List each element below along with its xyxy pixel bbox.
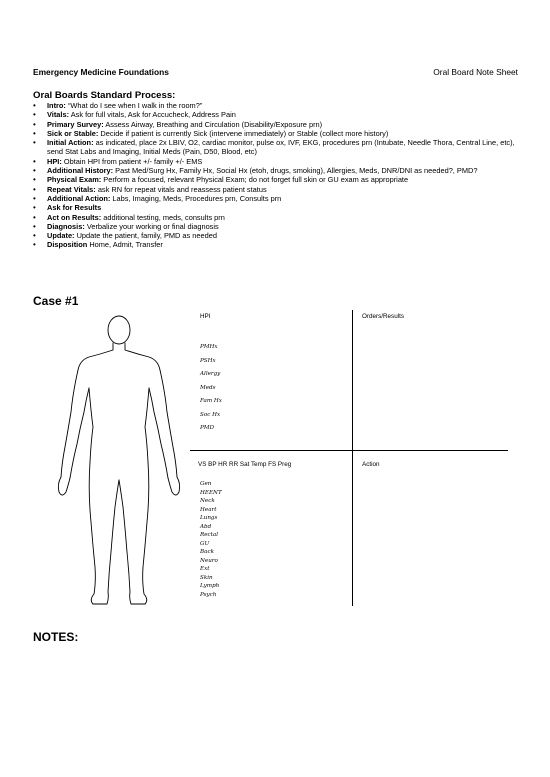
process-item xyxy=(33,185,521,194)
history-item: Allergy xyxy=(200,371,221,377)
history-item: Fam Hx xyxy=(200,398,222,404)
process-item-text: Ask for full vitals, Ask for Accucheck, Address Pain xyxy=(70,110,236,120)
process-item-label: Disposition xyxy=(47,240,88,250)
process-item-label: Update: xyxy=(47,231,75,241)
vitals-label: VS BP HR RR Sat Temp FS Preg xyxy=(198,461,292,468)
exam-item: HEENT xyxy=(200,489,222,496)
process-item-text: Past Med/Surg Hx, Family Hx, Social Hx (etoh, drugs, smoking), Allergies, Meds, DNR/DNI as needed?, PMD? xyxy=(115,166,478,176)
process-item-text: Update the patient, family, PMD as needed xyxy=(76,231,217,241)
process-item-label: Intro: xyxy=(47,101,66,110)
process-item xyxy=(33,213,521,222)
process-item-label: Additional History: xyxy=(47,166,114,176)
process-item-label: Ask for Results xyxy=(47,203,102,213)
process-title: Oral Boards Standard Process: xyxy=(33,90,176,101)
process-item xyxy=(33,203,521,212)
process-item-text: Labs, Imaging, Meds, Procedures prn, Consults prn xyxy=(112,193,282,203)
grid-vertical-divider xyxy=(352,310,353,606)
history-item: PSHx xyxy=(200,357,216,364)
process-item-label: Diagnosis: xyxy=(47,221,85,231)
process-item xyxy=(33,222,521,231)
exam-item: Gen xyxy=(200,481,212,487)
process-item-label: HPI: xyxy=(47,156,62,166)
exam-item: Lymph xyxy=(200,583,220,589)
process-item-text: additional testing, meds, consults prn xyxy=(103,212,225,222)
process-item-label: Additional Action: xyxy=(47,193,111,203)
process-item xyxy=(33,166,521,175)
case-worksheet-grid xyxy=(190,308,515,608)
exam-item: Ext xyxy=(200,566,210,572)
process-item-text: Perform a focused, relevant Physical Exam; do not forget full skin or GU exam as appropriate xyxy=(103,175,409,185)
history-item: Meds xyxy=(200,384,216,391)
exam-item: Abd xyxy=(200,523,212,530)
exam-item: Neuro xyxy=(200,557,218,564)
case-title: Case #1 xyxy=(33,294,79,308)
history-item: Soc Hx xyxy=(200,411,221,418)
process-item xyxy=(33,157,521,166)
body-outline-figure xyxy=(53,312,185,610)
process-item-label: Initial Action: xyxy=(47,138,94,148)
process-item-label: Act on Results: xyxy=(47,212,102,222)
exam-item: Heart xyxy=(200,506,217,513)
history-item: PMD xyxy=(200,425,214,431)
exam-item: Rectal xyxy=(200,532,219,538)
process-item-text: Home, Admit, Transfer xyxy=(89,240,163,250)
process-item xyxy=(33,129,521,138)
process-item-label: Primary Survey: xyxy=(47,119,104,129)
process-list xyxy=(33,101,521,250)
exam-item: Neck xyxy=(200,498,215,504)
process-item xyxy=(33,175,521,184)
process-item xyxy=(33,110,521,119)
page-header xyxy=(33,67,518,77)
action-label: Action xyxy=(362,461,380,468)
process-item-text: Obtain HPI from patient +/- family +/- EMS xyxy=(63,156,203,166)
process-item-text: Verbalize your working or final diagnosis xyxy=(86,221,219,231)
exam-item: Back xyxy=(200,549,214,555)
process-item xyxy=(33,101,521,110)
notes-title: NOTES: xyxy=(33,630,79,644)
process-item xyxy=(33,120,521,129)
process-item-label: Sick or Stable: xyxy=(47,128,99,138)
process-item-text: “What do I see when I walk in the room?” xyxy=(67,101,203,110)
process-item xyxy=(33,240,521,249)
hpi-label: HPI xyxy=(200,313,211,320)
process-item xyxy=(33,231,521,240)
process-item-text: ask RN for repeat vitals and reassess patient status xyxy=(97,184,267,194)
history-item: PMHx xyxy=(200,344,218,350)
exam-item: Psych xyxy=(200,591,217,598)
process-item-text: as indicated, place 2x LBIV, O2, cardiac monitor, pulse ox, IVF, EKG, procedures prn (Intubate, Needle Thora, Central Line, etc), send Stat Labs and Imaging, Initial Meds (Pain, D50, Blood, etc) xyxy=(47,138,515,157)
exam-item: Skin xyxy=(200,574,213,581)
orders-results-label: Orders/Results xyxy=(362,313,404,320)
process-item-text: Assess Airway, Breathing and Circulation (Disability/Exposure prn) xyxy=(105,119,323,129)
exam-item: Lungs xyxy=(200,515,218,521)
process-item xyxy=(33,194,521,203)
exam-item: GU xyxy=(200,540,210,547)
course-title: Emergency Medicine Foundations xyxy=(33,67,169,77)
grid-horizontal-divider xyxy=(190,450,508,451)
process-item-label: Repeat Vitals: xyxy=(47,184,96,194)
process-item-label: Physical Exam: xyxy=(47,175,102,185)
process-item xyxy=(33,138,521,157)
sheet-title: Oral Board Note Sheet xyxy=(433,67,518,77)
process-item-label: Vitals: xyxy=(47,110,70,120)
process-item-text: Decide if patient is currently Sick (intervene immediately) or Stable (collect more history) xyxy=(100,128,389,138)
